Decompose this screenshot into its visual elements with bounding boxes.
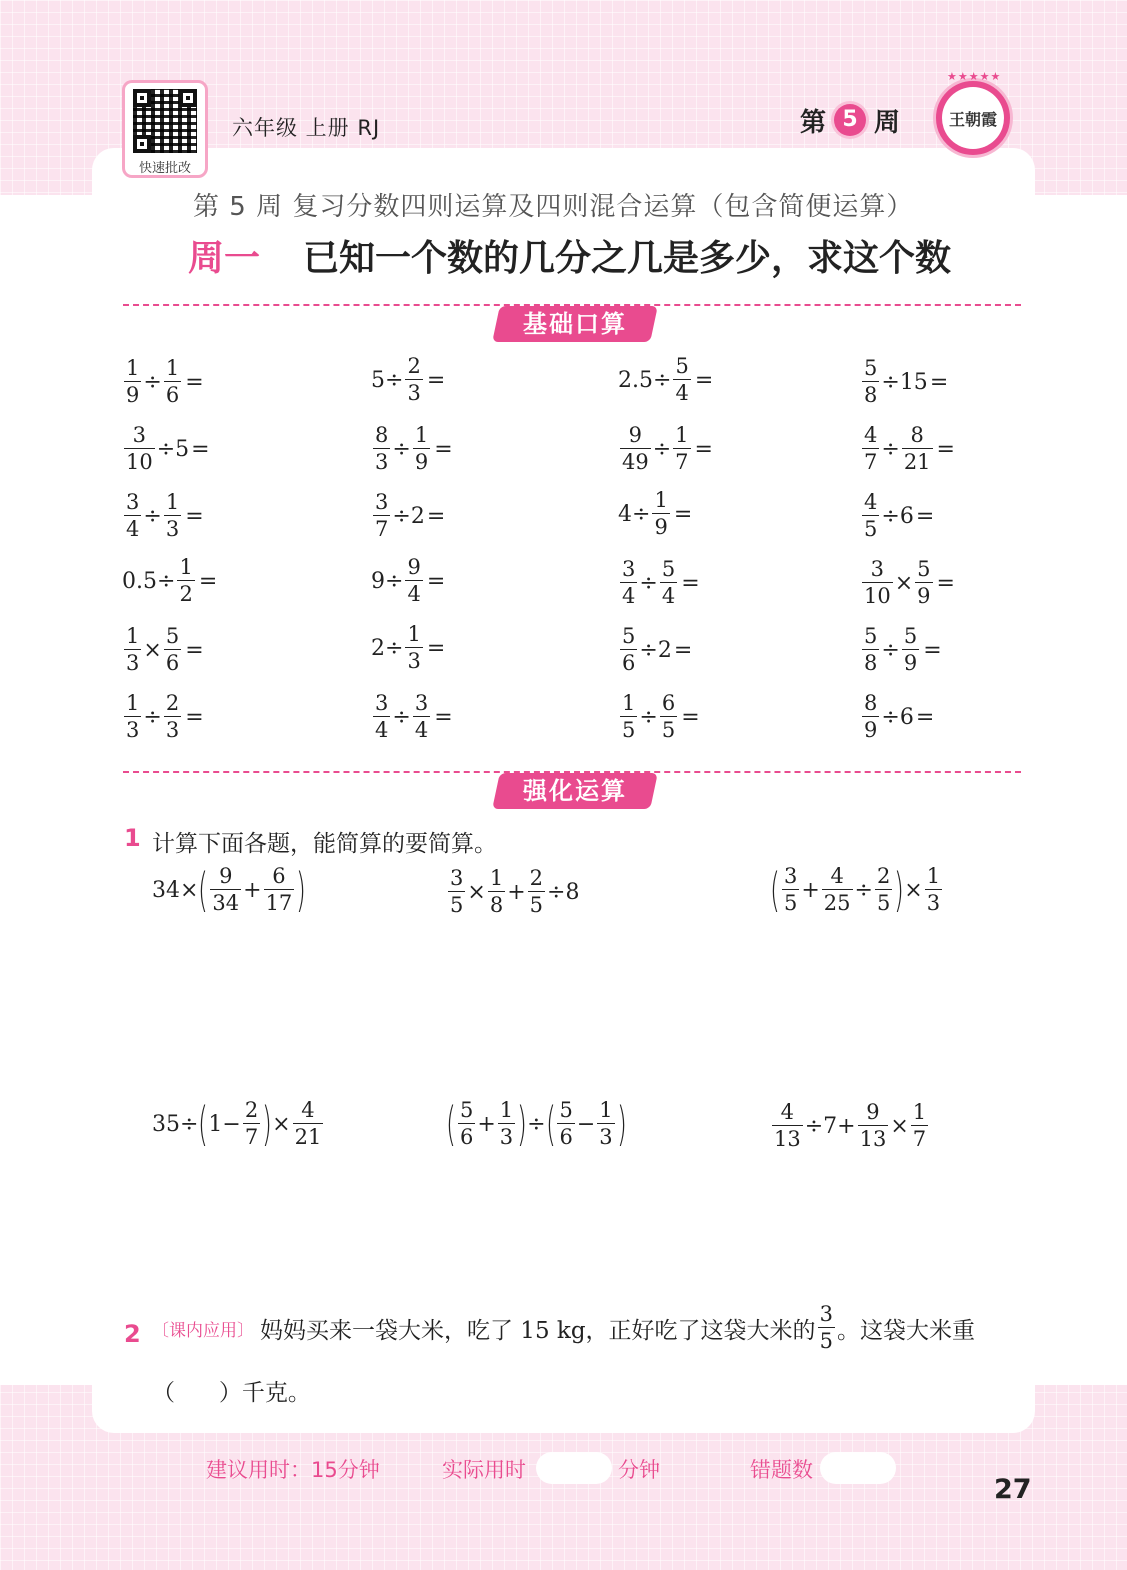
basic-problem: $\frac{5}{8}$ ÷ 15 =: [864, 356, 949, 407]
fraction: $\frac{6}{5}$: [661, 691, 676, 742]
fraction: $\frac{1}{3}$: [599, 1098, 613, 1149]
fraction: $\frac{5}{4}$: [675, 354, 689, 405]
fraction: $\frac{5}{9}$: [917, 557, 931, 608]
week-header: [800, 100, 900, 140]
page-number: 27: [994, 1474, 1032, 1505]
fraction: $\frac{1}{3}$: [126, 624, 140, 675]
calc-problem: 34 × ( $\frac{9}{34}$ + $\frac{6}{17}$ ): [152, 863, 307, 917]
calc-problem: $\frac{3}{5}$ × $\frac{1}{8}$ + $\frac{2}{5}$ ÷ 8: [450, 866, 580, 917]
fraction: $\frac{5}{6}$: [622, 624, 636, 675]
basic-problem: 5 ÷ $\frac{2}{3}$ =: [371, 354, 446, 405]
fraction: $\frac{1}{3}$: [499, 1098, 514, 1149]
fraction: $\frac{1}{9}$: [414, 423, 429, 474]
question-text: 计算下面各题，能简算的要简算。: [152, 831, 497, 857]
day-label: 周一: [188, 238, 261, 279]
basic-problem: 0.5 ÷ $\frac{1}{2}$ =: [122, 555, 218, 606]
fraction: $\frac{3}{5}$: [819, 1302, 833, 1353]
error-count-label: 错题数: [750, 1458, 813, 1482]
fraction: $\frac{6}{17}$: [265, 864, 293, 915]
fraction: $\frac{1}{7}$: [675, 423, 689, 474]
basic-problem: $\frac{5}{8}$ ÷ $\frac{5}{9}$ =: [864, 624, 942, 675]
basic-problem: $\frac{1}{3}$ × $\frac{5}{6}$ =: [126, 624, 204, 675]
basic-problem: $\frac{3}{7}$ ÷ 2 =: [375, 490, 446, 541]
basic-problem: $\frac{1}{3}$ ÷ $\frac{2}{3}$ =: [126, 691, 204, 742]
fraction: $\frac{5}{9}$: [903, 624, 918, 675]
actual-time-field[interactable]: [536, 1452, 612, 1484]
fraction: $\frac{5}{4}$: [661, 557, 676, 608]
basic-problem: $\frac{5}{6}$ ÷ 2 =: [622, 624, 693, 675]
fraction: $\frac{1}{3}$: [126, 691, 140, 742]
page-subtitle: 第 5 周 复习分数四则运算及四则混合运算（包含简便运算）: [193, 192, 914, 222]
word-problem: [152, 1304, 975, 1352]
fraction: $\frac{1}{9}$: [126, 356, 140, 407]
fraction: $\frac{1}{2}$: [179, 555, 193, 606]
qr-code[interactable]: [133, 89, 197, 153]
fraction: $\frac{3}{10}$: [864, 557, 891, 608]
fraction: $\frac{1}{5}$: [622, 691, 636, 742]
basic-problem: $\frac{1}{9}$ ÷ $\frac{1}{6}$ =: [126, 356, 204, 407]
week-number-badge: 5: [834, 104, 866, 136]
basic-problem: 2.5 ÷ $\frac{5}{4}$ =: [618, 354, 714, 405]
basic-problem: $\frac{8}{3}$ ÷ $\frac{1}{9}$ =: [375, 423, 453, 474]
fraction: $\frac{3}{7}$: [375, 490, 389, 541]
stars-icon: ★★★★★: [947, 70, 1002, 83]
basic-problem: $\frac{9}{49}$ ÷ $\frac{1}{7}$ =: [622, 423, 713, 474]
week-suffix: 周: [874, 107, 901, 138]
brand-name: 王朝霞: [942, 87, 1004, 149]
fraction: $\frac{8}{21}$: [903, 423, 931, 474]
fraction: $\frac{8}{3}$: [375, 423, 389, 474]
question-number: 2: [124, 1320, 141, 1348]
fraction: $\frac{1}{3}$: [407, 622, 421, 673]
page-title: 已知一个数的几分之几是多少，求这个数: [303, 238, 952, 279]
fraction: $\frac{8}{9}$: [864, 691, 878, 742]
fraction: $\frac{2}{5}$: [529, 866, 543, 917]
qr-code-box[interactable]: [122, 80, 208, 178]
basic-problem: $\frac{3}{10}$ ÷ 5 =: [126, 423, 210, 474]
fraction: $\frac{4}{13}$: [774, 1100, 801, 1151]
error-count-field[interactable]: [820, 1452, 896, 1484]
basic-problem: 9 ÷ $\frac{9}{4}$ =: [371, 555, 446, 606]
fraction: $\frac{5}{6}$: [459, 1098, 474, 1149]
fraction: $\frac{3}{4}$: [126, 490, 140, 541]
fraction: $\frac{4}{7}$: [864, 423, 878, 474]
fraction: $\frac{1}{3}$: [926, 864, 941, 915]
section-tag-advanced: 强化运算: [492, 773, 658, 809]
suggested-time: 建议用时：15分钟: [206, 1458, 380, 1482]
question-tag: 〔课内应用〕: [152, 1320, 254, 1341]
basic-problem: 2 ÷ $\frac{1}{3}$ =: [371, 622, 446, 673]
answer-blank[interactable]: （ ）千克。: [152, 1380, 311, 1406]
section-tag-basic: 基础口算: [492, 306, 658, 342]
question-number: 1: [124, 824, 141, 852]
minutes-label: 分钟: [618, 1458, 660, 1482]
fraction: $\frac{2}{3}$: [407, 354, 421, 405]
fraction: $\frac{5}{6}$: [559, 1098, 573, 1149]
fraction: $\frac{1}{7}$: [912, 1100, 927, 1151]
fraction: $\frac{5}{8}$: [864, 356, 878, 407]
calc-problem: ( $\frac{5}{6}$ + $\frac{1}{3}$ ) ÷ ( $\frac{5}{6}$ − $\frac{1}{3}$ ): [446, 1097, 627, 1151]
fraction: $\frac{4}{5}$: [864, 490, 878, 541]
fraction: $\frac{1}{8}$: [489, 866, 504, 917]
basic-problem: $\frac{3}{4}$ ÷ $\frac{3}{4}$ =: [375, 691, 453, 742]
basic-problem: $\frac{3}{4}$ ÷ $\frac{1}{3}$ =: [126, 490, 204, 541]
fraction: $\frac{1}{6}$: [165, 356, 180, 407]
fraction: $\frac{9}{49}$: [622, 423, 649, 474]
fraction: $\frac{9}{34}$: [212, 864, 240, 915]
question-text: 。这袋大米重: [836, 1317, 975, 1344]
calc-problem: 35 ÷ ( 1 − $\frac{2}{7}$ ) × $\frac{4}{21}$: [152, 1097, 322, 1151]
fraction: $\frac{5}{8}$: [864, 624, 878, 675]
grade-label: 六年级 上册 RJ: [232, 116, 381, 140]
week-prefix: 第: [800, 107, 827, 138]
calc-problem: ( $\frac{3}{5}$ + $\frac{4}{25}$ ÷ $\frac{2}{5}$ ) × $\frac{1}{3}$: [770, 863, 941, 917]
brand-logo: [933, 70, 1013, 162]
fraction: $\frac{3}{4}$: [414, 691, 429, 742]
fraction: $\frac{1}{3}$: [165, 490, 180, 541]
basic-problem: 4 ÷ $\frac{1}{9}$ =: [618, 488, 693, 539]
fraction: $\frac{4}{21}$: [294, 1098, 322, 1149]
fraction: $\frac{3}{4}$: [622, 557, 636, 608]
fraction: $\frac{2}{3}$: [165, 691, 180, 742]
basic-problem: $\frac{4}{5}$ ÷ 6 =: [864, 490, 935, 541]
fraction: $\frac{3}{5}$: [450, 866, 464, 917]
basic-problem: $\frac{8}{9}$ ÷ 6 =: [864, 691, 935, 742]
fraction: $\frac{4}{25}$: [823, 864, 851, 915]
calc-problem: $\frac{4}{13}$ ÷ 7 + $\frac{9}{13}$ × $\frac{1}{7}$: [774, 1100, 927, 1151]
basic-problem: $\frac{3}{10}$ × $\frac{5}{9}$ =: [864, 557, 955, 608]
question-text: 妈妈买来一袋大米，吃了 15 kg，正好吃了这袋大米的: [260, 1317, 816, 1344]
fraction: $\frac{3}{10}$: [126, 423, 153, 474]
fraction: $\frac{2}{7}$: [244, 1098, 259, 1149]
fraction: $\frac{5}{6}$: [165, 624, 180, 675]
basic-problem: $\frac{3}{4}$ ÷ $\frac{5}{4}$ =: [622, 557, 700, 608]
basic-problem: $\frac{4}{7}$ ÷ $\frac{8}{21}$ =: [864, 423, 955, 474]
fraction: $\frac{9}{4}$: [407, 555, 421, 606]
basic-problem: $\frac{1}{5}$ ÷ $\frac{6}{5}$ =: [622, 691, 700, 742]
fraction: $\frac{9}{13}$: [859, 1100, 887, 1151]
fraction: $\frac{3}{4}$: [375, 691, 389, 742]
qr-label: 快速批改: [138, 161, 191, 176]
fraction: $\frac{1}{9}$: [654, 488, 668, 539]
fraction: $\frac{3}{5}$: [783, 864, 798, 915]
fraction: $\frac{2}{5}$: [876, 864, 891, 915]
actual-time-label: 实际用时: [442, 1458, 526, 1482]
